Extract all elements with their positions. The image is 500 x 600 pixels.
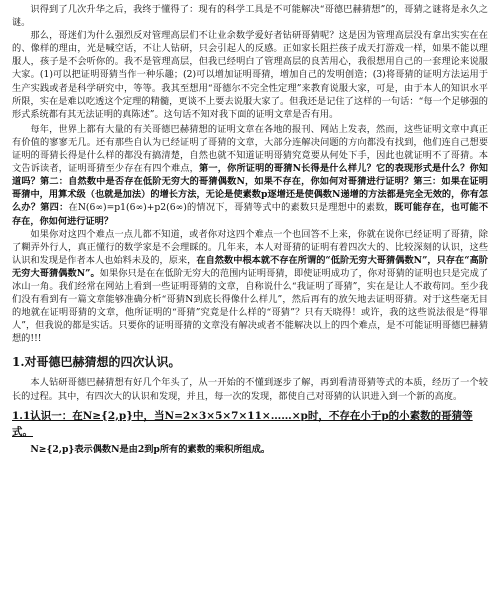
subsection-heading: 1.1认识一：在N≥{2,p}中，当N=2×3×5×7×11×……×p时，不存在小于p的小素数的哥猜等式。 xyxy=(12,409,473,438)
text-run: 每年，世界上都有大量的有关哥德巴赫猜想的证明文章在各地的报刊、网站上发表，然而，这些证明文章中真正有价值的寥寥无几。还有那些自认为已经证明了哥猜的文章，大部分连解决问题的方向都没有找到，他们连自己想要证明的哥猜长得是什么样的都没有搞清楚，自然也就不知道证明哥猜究竟要从何处下手，因此也就证明不了哥猜。本文告诉读者，证明哥猜至少存在有四个难点， xyxy=(12,123,488,175)
paragraph-four-recognitions xyxy=(12,228,488,346)
text-run: 如果你只是在在低阶无穷大的范围内证明哥猜，即使证明成功了，你对哥猜的证明也只是完成了冰山一角。我们经常在网站上看到一些证明哥猜的文章，自称说什么“我证明了哥猜”，实在是让人不敢苟同。至少我们没有看到有一篇文章能够准确分析“哥猜N到底长得像什么样儿”，然后再有的放矢地去证明哥猜。对于这些毫无目的地就在证明哥猜的文章，他所证明的“哥猜”究竟是什么样的“哥猜”？只有天晓得！或许，我的这些说法很是“得罪人”，但我说的都是实话。只要你的证明哥猜的文章没有解决或者不能解决以上的四个难点，是不可能证明哥德巴赫猜想的!!! xyxy=(12,267,489,345)
paragraph-four-difficulties xyxy=(12,123,488,228)
paragraph-definition: N≥{2,p}表示偶数N是由2到p所有的素数的乘积所组成。 xyxy=(30,443,271,455)
paragraph-section-intro: 本人钻研哥德巴赫猜想有好几个年头了，从一开始的不懂到逐步了解，再到看清哥猜等式的本质，经历了一个较长的过程。其中，有四次大的认识和发现，并且，每一次的发现，都使自己对哥猜的认识进入到一个新的高度。 xyxy=(12,377,488,402)
section-heading: 1.对哥德巴赫猜想的四次认识。 xyxy=(12,355,181,370)
paragraph-intro-conclusion: 识得到了几次升华之后，我终于懂得了：现有的科学工具是不可能解决“哥德巴赫猜想”的，哥猜之谜将是永久之谜。 xyxy=(12,4,488,29)
bold-difficulty-4-end: 既可能存在，也可能不存在，你如何进行证明？ xyxy=(12,202,489,227)
bold-difficulties-1-to-4: 第一，你所证明的哥猜N长得是什么样儿？它的表现形式是什么？你知道吗？第二：自然数中是否存在低阶无穷大的哥猜偶数N，如果不存在，你如何对哥猜进行证明？第三：如果在证明哥猜中，用算术级（也就是加法）的增长方法，无论是使素数p逐增还是使偶数N递增的方法都是完全无效的，你有怎么办？第四： xyxy=(12,163,488,214)
paragraph-management-reasons: 那么，哥迷们为什么强烈反对管理高层们不让业余数学爱好者钻研哥猜呢？这是因为管理高层没有拿出实实在在的、像样的理由，光是喊空话，不让人钻研，只会引起人的反感。正如家长阻拦孩子成天打游戏一样，如果不能以理服人，孩子是不会听你的。我不是管理高层，但我已经明白了管理高层的良苦用心，我很想用自己的一套理论来说服大家。(1)可以把证明哥猜当作一种乐趣；(2)可以增加证明哥猜，增加自己的发明创造；(3)将哥猜的证明方法运用于生产实践或者是科学研究中，等等。我其至想用“哥德尔不完全性定理”来教育说服大家，可是，由于本人的知识水平所限，实在是难以吃透这个定理的精髓，更谈不上要去说服大家了。但我还是记住了这样的一句话：“每一个足够强的形式系统都有其无法证明的真陈述”。这句话不知对我下面的证明文章是否有用。 xyxy=(12,30,488,120)
text-run: 如果你对这四个难点一点儿都不知道，或者你对这四个难点一个也回答不上来，你就在说你已经证明了哥猜，除了糊弄外行人，真正懂行的数学家是不会理睬的。几年来，本人对哥猜的证明有着四次大的、比较深刻的认识，这些认识和发现是作者本人也始料未及的，原来， xyxy=(12,228,488,266)
text-run: 在N(6∞)=p1(6∞)+p2(6∞)的情况下，哥猜等式中的素数只是理想中的素数， xyxy=(68,202,395,214)
bold-infinity-statement: 在自然数中根本就不存在所谓的“低阶无穷大哥猜偶数N”，只存在“高阶无穷大哥猜偶数N”。 xyxy=(12,254,488,279)
